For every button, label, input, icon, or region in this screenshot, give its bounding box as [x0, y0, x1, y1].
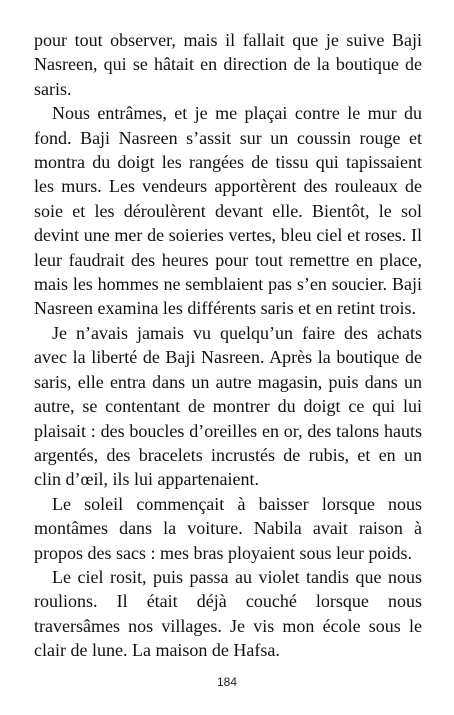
- paragraph-villages: Le ciel rosit, puis passa au violet tandis que nous roulions. Il était déjà couché lorsque nous traversâmes nos villages. Je vis mon école sous le clair de lune. La maison de Hafsa.: [34, 566, 422, 661]
- paragraph-car: Le soleil commençait à baisser lorsque nous montâmes dans la voiture. Nabila avait raison à propos des sacs : mes bras ployaient sous leur poids.: [34, 493, 422, 563]
- paragraph-shopping: Je n’avais jamais vu quelqu’un faire des achats avec la liberté de Baji Nasreen. Après la boutique de saris, elle entra dans un autre magasin, puis dans un autre, se contentant de montrer du doigt ce qui lui plaisait : des boucles d’oreilles en or, des talons hauts argentés, des bracelets incrustés de rubis, et en un clin d’œil, ils lui appartenaient.: [34, 322, 422, 490]
- paragraph-saree-shop: Nous entrâmes, et je me plaçai contre le mur du fond. Baji Nasreen s’assit sur un coussin rouge et montra du doigt les rangées de tissu qui tapissaient les murs. Les vendeurs apportèrent des rouleaux de soie et les déroulèrent devant elle. Bientôt, le sol devint une mer de soieries vertes, bleu ciel et roses. Il leur faudrait des heures pour tout remettre en place, mais les hommes ne semblaient pas s’en soucier. Baji Nasreen examina les différents saris et en retint trois.: [34, 103, 422, 319]
- paragraph-continuation: pour tout observer, mais il fallait que je suive Baji Nasreen, qui se hâtait en direction de la boutique de saris.: [34, 30, 422, 99]
- body-text: [34, 28, 422, 663]
- page-number: 184: [216, 675, 238, 689]
